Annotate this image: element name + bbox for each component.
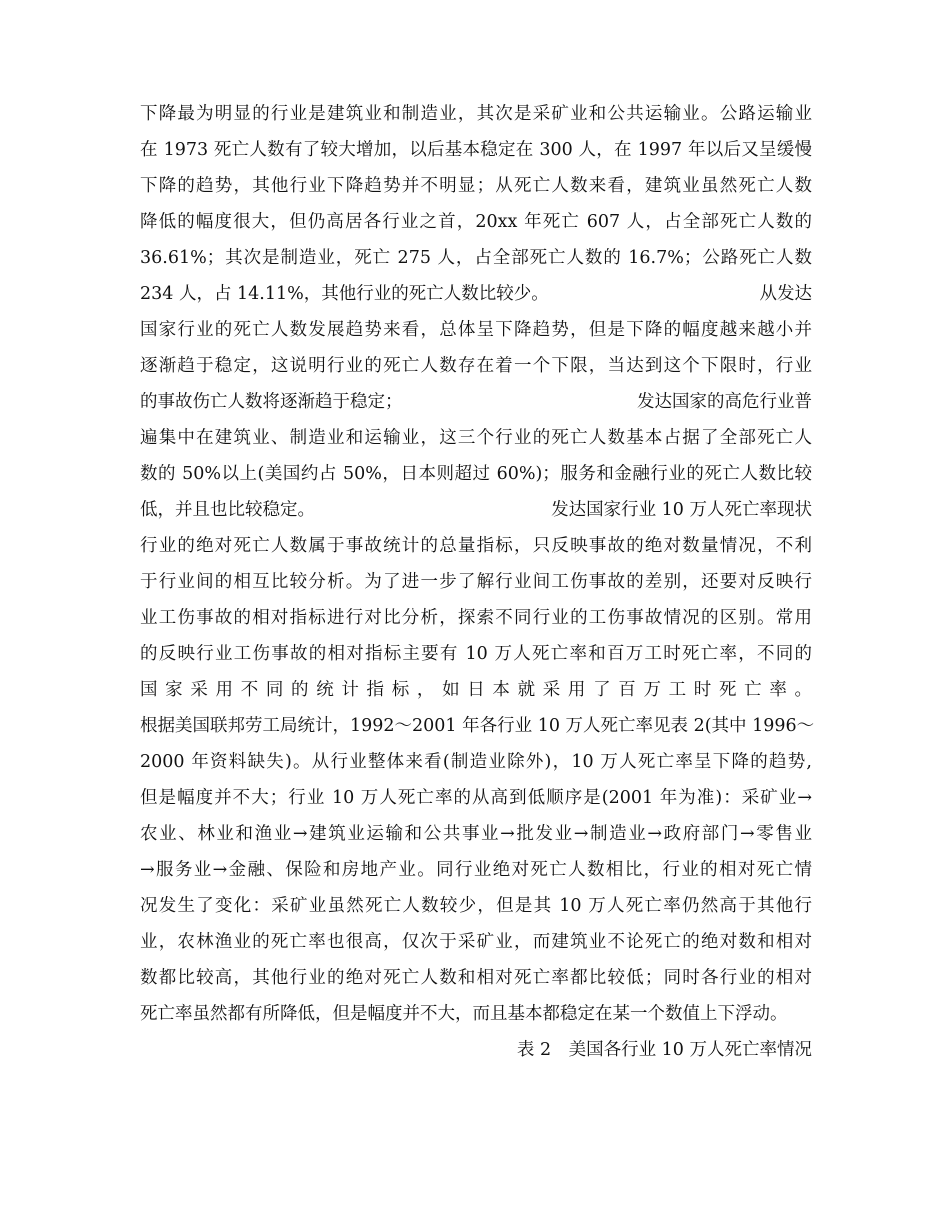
paragraph-start-text: 从发达 [759,284,812,304]
paragraph-line: 36.61%；其次是制造业，死亡 275 人，占全部死亡人数的 16.7%；公路死亡人数 [140,248,812,268]
paragraph-line: 行业的绝对死亡人数属于事故统计的总量指标，只反映事故的绝对数量情况，不利 [140,536,812,556]
paragraph-line: 死亡率虽然都有所降低，但是幅度并不大，而且基本都稳定在某一个数值上下浮动。 [140,1004,788,1024]
paragraph-line: 下降最为明显的行业是建筑业和制造业，其次是采矿业和公共运输业。公路运输业 [140,104,812,124]
paragraph-line: 降低的幅度很大，但仍高居各行业之首，20xx 年死亡 607 人，占全部死亡人数的 [140,212,812,232]
paragraph-line: 况发生了变化：采矿业虽然死亡人数较少，但是其 10 万人死亡率仍然高于其他行 [140,896,812,916]
paragraph-line: 业工伤事故的相对指标进行对比分析，探索不同行业的工伤事故情况的区别。常用 [140,608,812,628]
paragraph-line: 的反映行业工伤事故的相对指标主要有 10 万人死亡率和百万工时死亡率，不同的 [140,644,812,664]
paragraph-line: 根据美国联邦劳工局统计，1992～2001 年各行业 10 万人死亡率见表 2(其中 1996～ [140,716,815,736]
paragraph-line-text: 234 人，占 14.11%，其他行业的死亡人数比较少。 [140,284,549,304]
paragraph-line: 国家行业的死亡人数发展趋势来看，总体呈下降趋势，但是下降的幅度越来越小并 [140,320,812,340]
paragraph-line: 数的 50%以上(美国约占 50%，日本则超过 60%)；服务和金融行业的死亡人数比较 [140,464,812,484]
paragraph-line: 农业、林业和渔业→建筑业运输和公共事业→批发业→制造业→政府部门→零售业 [140,824,812,844]
paragraph-line [140,492,812,528]
paragraph-line: 于行业间的相互比较分析。为了进一步了解行业间工伤事故的差别，还要对反映行 [140,572,812,592]
section-heading: 发达国家行业 10 万人死亡率现状 [551,500,812,520]
paragraph-line [140,384,812,420]
paragraph-line-text: 的事故伤亡人数将逐渐趋于稳定； [140,392,403,412]
paragraph-line: 下降的趋势，其他行业下降趋势并不明显；从死亡人数来看，建筑业虽然死亡人数 [140,176,812,196]
paragraph-line: 但是幅度并不大；行业 10 万人死亡率的从高到低顺序是(2001 年为准)：采矿业→ [140,788,812,808]
paragraph-line: 逐渐趋于稳定，这说明行业的死亡人数存在着一个下限，当达到这个下限时，行业 [140,356,812,376]
paragraph-line: →服务业→金融、保险和房地产业。同行业绝对死亡人数相比，行业的相对死亡情 [140,860,812,880]
paragraph-line: 2000 年资料缺失)。从行业整体来看(制造业除外)，10 万人死亡率呈下降的趋势, [140,752,812,772]
paragraph-line [140,276,812,312]
paragraph-line: 遍集中在建筑业、制造业和运输业，这三个行业的死亡人数基本占据了全部死亡人 [140,428,812,448]
paragraph-line: 业，农林渔业的死亡率也很高，仅次于采矿业，而建筑业不论死亡的绝对数和相对 [140,932,812,952]
paragraph-line: 在 1973 死亡人数有了较大增加，以后基本稳定在 300 人，在 1997 年以后又呈缓慢 [140,140,812,160]
paragraph-line: 国 家 采 用 不 同 的 统 计 指 标 ， 如 日 本 就 采 用 了 百 万 工 时 死 亡 率 。 [140,680,812,700]
paragraph-start-text: 发达国家的高危行业普 [637,392,812,412]
table-caption: 表 2 美国各行业 10 万人死亡率情况 [516,1040,812,1060]
paragraph-line-text: 低，并且也比较稳定。 [140,500,315,520]
paragraph-line: 数都比较高，其他行业的绝对死亡人数和相对死亡率都比较低；同时各行业的相对 [140,968,812,988]
